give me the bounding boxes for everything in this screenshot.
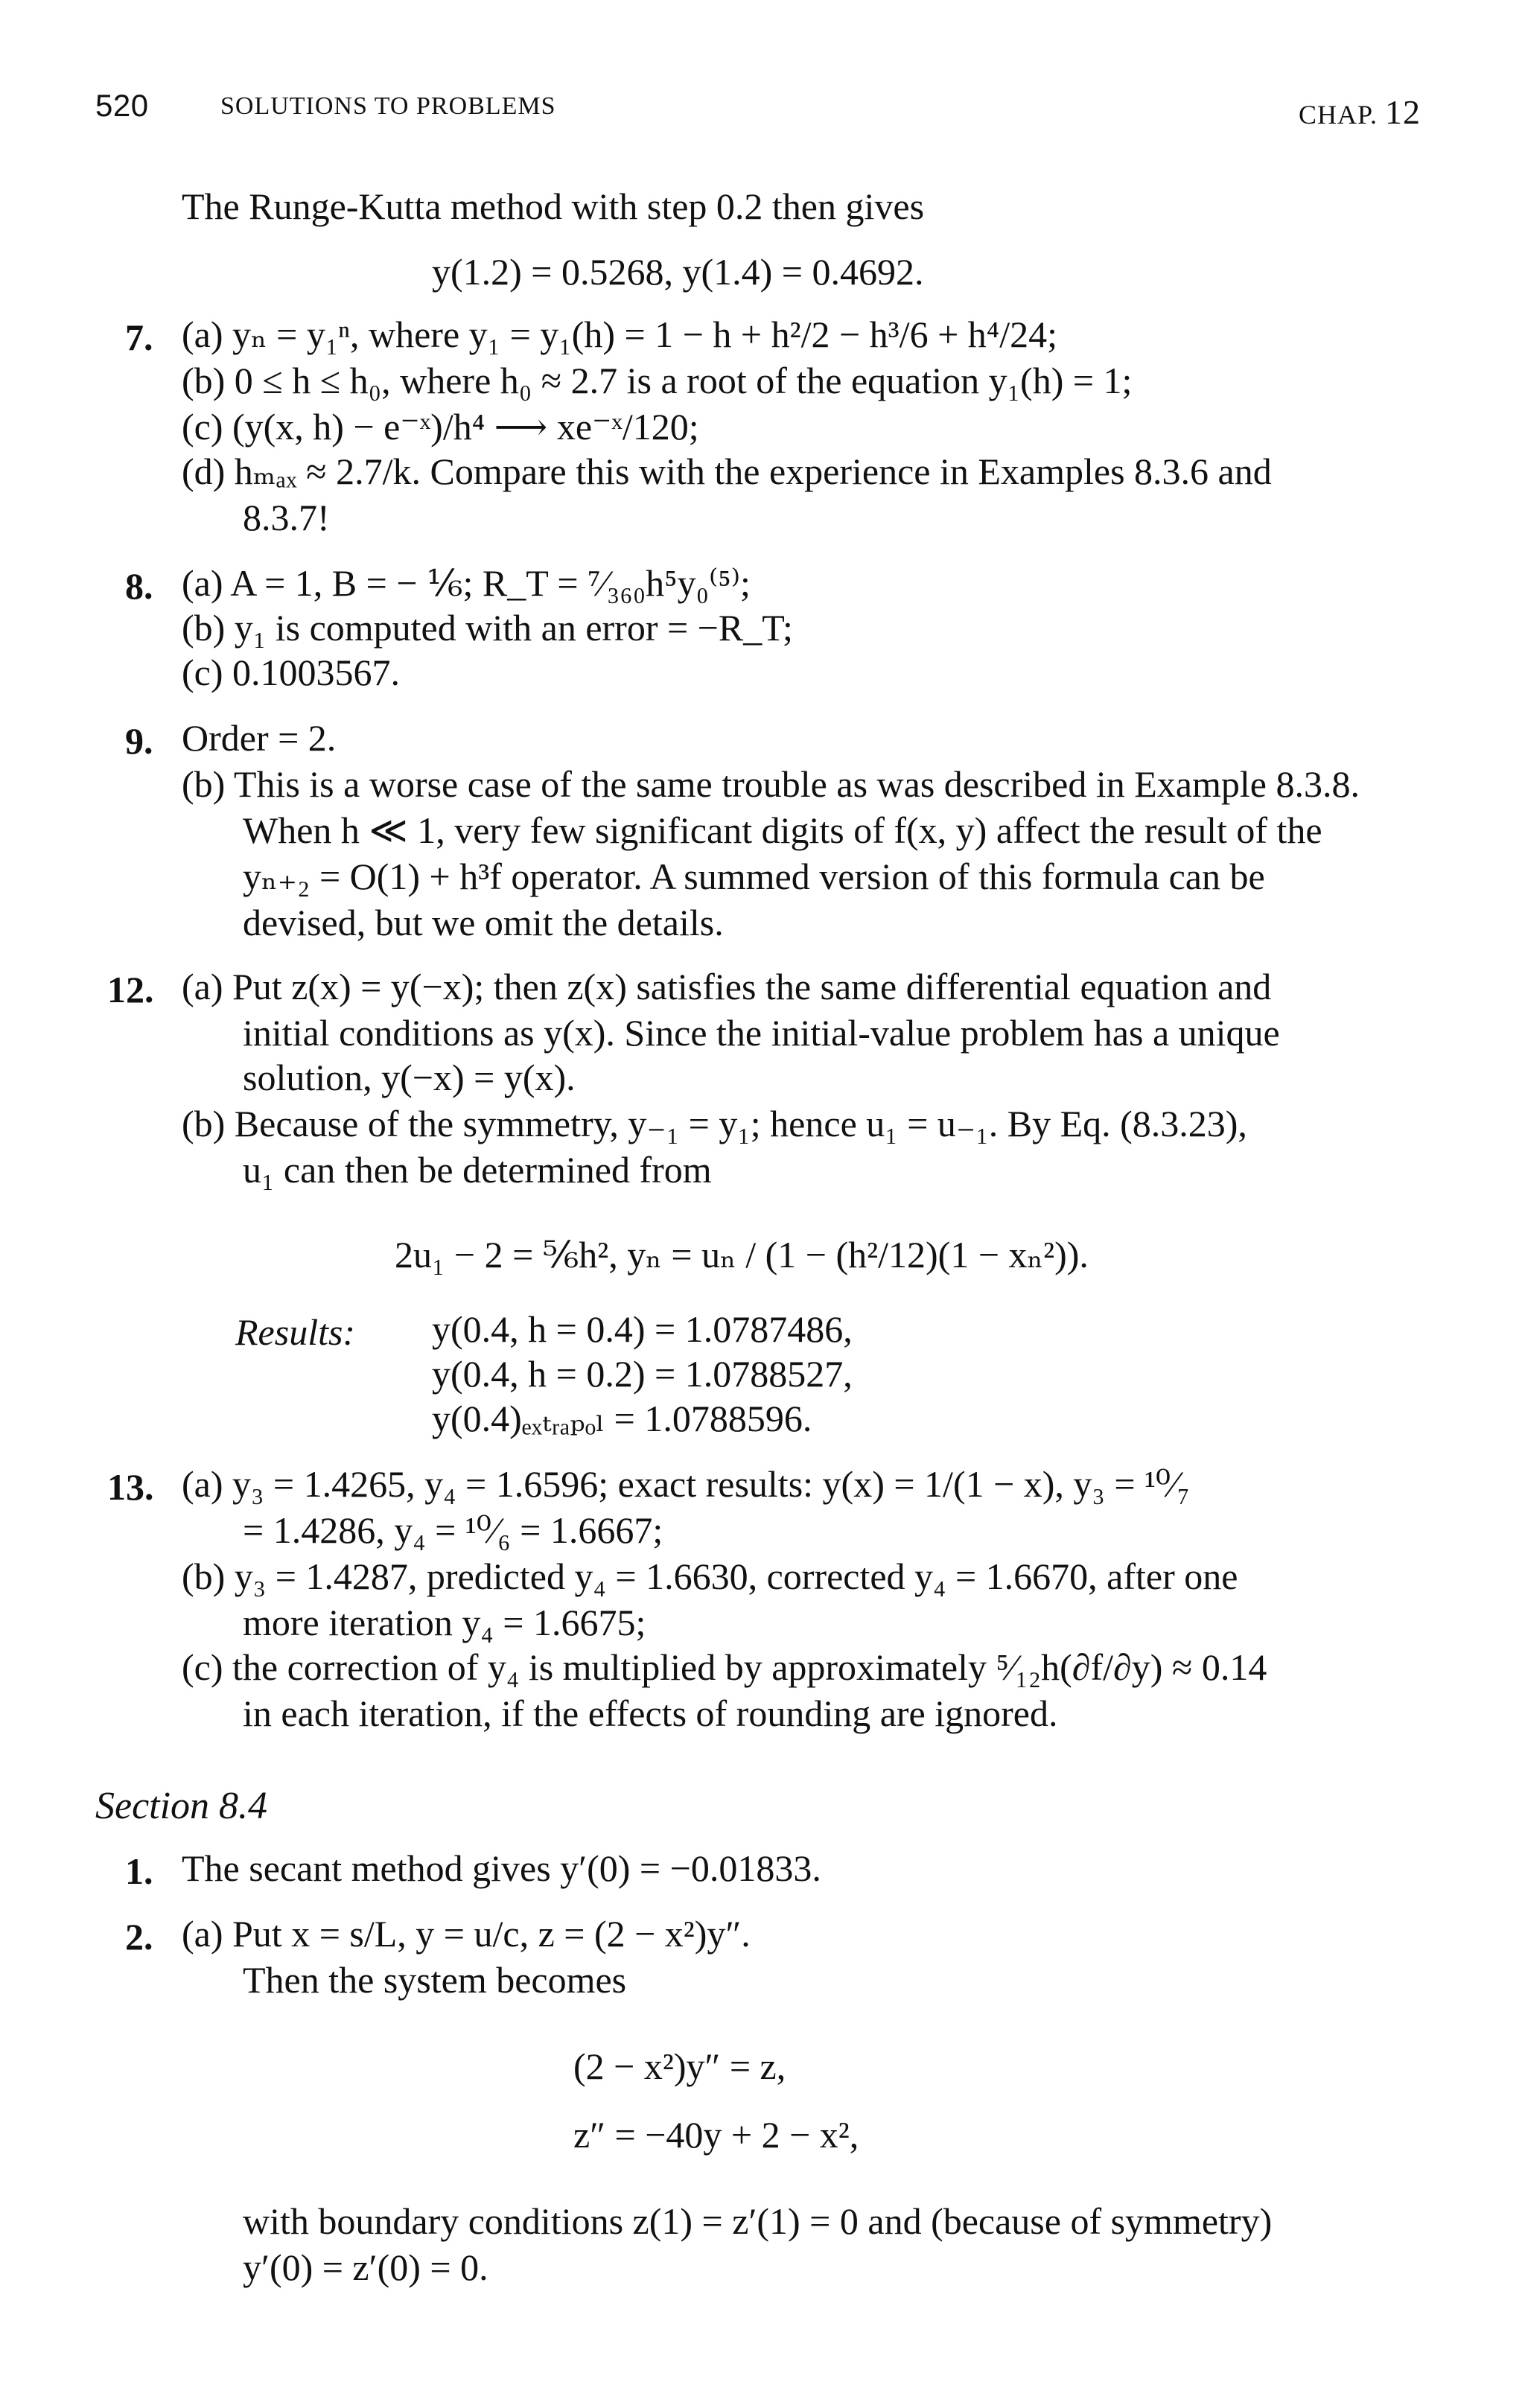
chapter-label-text: CHAP. [1298, 100, 1378, 130]
system-equation-2: z″ = −40y + 2 − x², [573, 2114, 859, 2156]
page-number: 520 [95, 88, 149, 123]
section-item-2-line-6: y′(0) = z′(0) = 0. [243, 2246, 488, 2288]
chapter-number: 12 [1385, 93, 1421, 131]
problem-12-line-b2: u₁ can then be determined from [243, 1149, 712, 1191]
problem-7-line-d2: 8.3.7! [243, 497, 330, 538]
section-item-2-line-5: with boundary conditions z(1) = z′(1) = 0 and (because of symmetry) [243, 2200, 1273, 2242]
problem-7-line-d: (d) hₘₐₓ ≈ 2.7/k. Compare this with the experience in Examples 8.3.6 and [182, 450, 1272, 492]
problem-13-number: 13. [107, 1466, 154, 1508]
problem-13-line-b2: more iteration y₄ = 1.6675; [243, 1602, 646, 1643]
section-item-2-line-2: Then the system becomes [243, 1959, 627, 2001]
problem-13-line-c2: in each iteration, if the effects of rounding are ignored. [243, 1692, 1058, 1734]
results-label: Results: [235, 1311, 356, 1353]
problem-12-number: 12. [107, 969, 154, 1010]
result-line-1: y(0.4, h = 0.4) = 1.0787486, [432, 1308, 853, 1350]
problem-9-line-b3: yₙ₊₂ = O(1) + h³f operator. A summed version of this formula can be [243, 856, 1265, 897]
problem-8-number: 8. [125, 565, 153, 607]
problem-13-line-c: (c) the correction of y₄ is multiplied by approximately ⁵⁄₁₂h(∂f/∂y) ≈ 0.14 [182, 1646, 1267, 1688]
problem-8-line-c: (c) 0.1003567. [182, 652, 400, 693]
section-item-2-line-a: (a) Put x = s/L, y = u/c, z = (2 − x²)y″. [182, 1913, 751, 1955]
problem-12-line-a3: solution, y(−x) = y(x). [243, 1057, 576, 1098]
section-item-2-number: 2. [125, 1916, 153, 1958]
problem-7-line-b: (b) 0 ≤ h ≤ h₀, where h₀ ≈ 2.7 is a root of the equation y₁(h) = 1; [182, 360, 1133, 401]
running-title: SOLUTIONS TO PROBLEMS [220, 92, 556, 120]
problem-12-line-a2: initial conditions as y(x). Since the initial-value problem has a unique [243, 1012, 1280, 1054]
intro-line-1: The Runge-Kutta method with step 0.2 then gives [182, 185, 925, 227]
problem-9-line-b: (b) This is a worse case of the same trouble as was described in Example 8.3.8. [182, 763, 1360, 805]
section-item-1-line: The secant method gives y′(0) = −0.01833. [182, 1847, 821, 1889]
problem-9-line-b4: devised, but we omit the details. [243, 902, 724, 943]
problem-13-line-b: (b) y₃ = 1.4287, predicted y₄ = 1.6630, corrected y₄ = 1.6670, after one [182, 1555, 1238, 1597]
problem-9-number: 9. [125, 720, 153, 762]
problem-12-line-a: (a) Put z(x) = y(−x); then z(x) satisfies the same differential equation and [182, 966, 1272, 1007]
problem-12-line-b: (b) Because of the symmetry, y₋₁ = y₁; hence u₁ = u₋₁. By Eq. (8.3.23), [182, 1103, 1247, 1144]
problem-7-line-c: (c) (y(x, h) − e⁻ˣ)/h⁴ ⟶ xe⁻ˣ/120; [182, 406, 699, 447]
problem-12-equation: 2u₁ − 2 = ⅚h², yₙ = uₙ / (1 − (h²/12)(1 − xₙ²)). [395, 1234, 1089, 1275]
problem-8-line-a: (a) A = 1, B = − ⅙; R_T = ⁷⁄₃₆₀h⁵y₀⁽⁵⁾; [182, 562, 751, 604]
problem-7-number: 7. [125, 316, 153, 358]
section-heading: Section 8.4 [95, 1785, 268, 1827]
problem-8-line-b: (b) y₁ is computed with an error = −R_T; [182, 607, 793, 649]
result-line-3: y(0.4)ₑₓₜᵣₐₚₒₗ = 1.0788596. [432, 1398, 812, 1439]
problem-9-line-b2: When h ≪ 1, very few significant digits of f(x, y) affect the result of the [243, 809, 1322, 851]
problem-13-line-a: (a) y₃ = 1.4265, y₄ = 1.6596; exact results: y(x) = 1/(1 − x), y₃ = ¹⁰⁄₇ [182, 1463, 1190, 1505]
section-item-1-number: 1. [125, 1850, 153, 1892]
problem-7-line-a: (a) yₙ = y₁ⁿ, where y₁ = y₁(h) = 1 − h + h²/2 − h³/6 + h⁴/24; [182, 313, 1057, 355]
problem-9-line-1: Order = 2. [182, 717, 337, 759]
intro-line-2: y(1.2) = 0.5268, y(1.4) = 0.4692. [432, 251, 924, 293]
chapter-label [1299, 92, 1421, 132]
result-line-2: y(0.4, h = 0.2) = 1.0788527, [432, 1353, 853, 1395]
system-equation-1: (2 − x²)y″ = z, [573, 2045, 786, 2087]
problem-13-line-a2: = 1.4286, y₄ = ¹⁰⁄₆ = 1.6667; [243, 1509, 663, 1551]
